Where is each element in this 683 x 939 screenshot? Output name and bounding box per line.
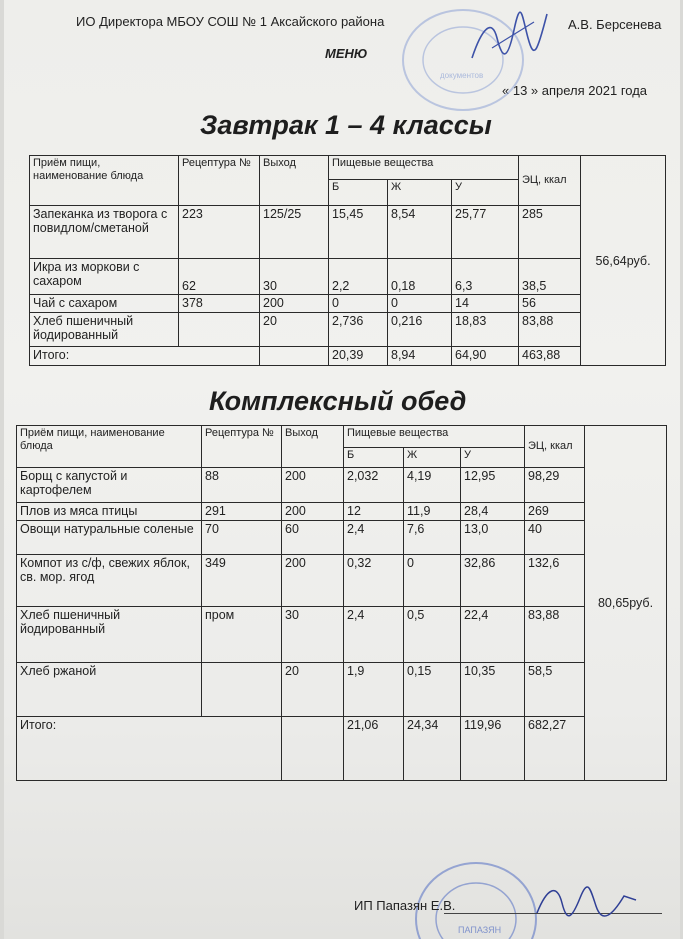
lunch-table bbox=[16, 425, 667, 781]
header-protein: Б bbox=[344, 448, 404, 468]
carbs: 18,83 bbox=[452, 313, 519, 347]
total-kcal: 463,88 bbox=[519, 347, 581, 366]
kcal: 285 bbox=[519, 206, 581, 259]
dish-name: Хлеб ржаной bbox=[17, 663, 202, 717]
recipe-number: 70 bbox=[202, 521, 282, 555]
fat: 4,19 bbox=[404, 468, 461, 503]
carbs: 14 bbox=[452, 295, 519, 313]
dish-name: Овощи натуральные соленые bbox=[17, 521, 202, 555]
breakfast-table bbox=[29, 155, 666, 366]
yield: 30 bbox=[260, 259, 329, 295]
table-row bbox=[17, 503, 667, 521]
header-yield: Выход bbox=[260, 156, 329, 206]
director-name: А.В. Берсенева bbox=[568, 17, 662, 32]
table-row-total bbox=[30, 347, 666, 366]
lunch-title: Комплексный обед bbox=[209, 386, 467, 416]
yield: 20 bbox=[260, 313, 329, 347]
kcal: 269 bbox=[525, 503, 585, 521]
kcal: 83,88 bbox=[519, 313, 581, 347]
fat: 0,5 bbox=[404, 607, 461, 663]
header-kcal: ЭЦ, ккал bbox=[525, 426, 585, 468]
total-fat: 8,94 bbox=[388, 347, 452, 366]
dish-name: Плов из мяса птицы bbox=[17, 503, 202, 521]
header-carbs: У bbox=[452, 180, 519, 206]
dish-name: Икра из моркови с сахаром bbox=[30, 259, 179, 295]
lunch-price: 80,65руб. bbox=[585, 426, 667, 781]
yield: 200 bbox=[260, 295, 329, 313]
kcal: 56 bbox=[519, 295, 581, 313]
lunch-header-row bbox=[17, 426, 667, 448]
recipe-number: 378 bbox=[179, 295, 260, 313]
yield: 125/25 bbox=[260, 206, 329, 259]
header-meal-name: Приём пищи, наименование блюда bbox=[30, 156, 179, 206]
table-row bbox=[30, 206, 666, 259]
table-row-total bbox=[17, 717, 667, 781]
seal-text: ПАПАЗЯН bbox=[458, 925, 502, 935]
dish-name: Запеканка из творога с повидлом/сметаной bbox=[30, 206, 179, 259]
carbs: 32,86 bbox=[461, 555, 525, 607]
fat: 0,15 bbox=[404, 663, 461, 717]
yield: 60 bbox=[282, 521, 344, 555]
fat: 0 bbox=[388, 295, 452, 313]
signer-name: ИП Папазян Е.В. bbox=[354, 898, 456, 913]
dish-name: Хлеб пшеничный йодированный bbox=[17, 607, 202, 663]
table-row bbox=[30, 295, 666, 313]
carbs: 25,77 bbox=[452, 206, 519, 259]
dish-name: Борщ с капустой и картофелем bbox=[17, 468, 202, 503]
recipe-number: пром bbox=[202, 607, 282, 663]
seal-text: документов bbox=[440, 71, 484, 80]
fat: 0,18 bbox=[388, 259, 452, 295]
breakfast-price: 56,64руб. bbox=[581, 156, 666, 366]
recipe-number: 88 bbox=[202, 468, 282, 503]
kcal: 40 bbox=[525, 521, 585, 555]
table-row bbox=[17, 521, 667, 555]
carbs: 22,4 bbox=[461, 607, 525, 663]
yield: 200 bbox=[282, 503, 344, 521]
header-nutrients: Пищевые вещества bbox=[329, 156, 519, 180]
table-row bbox=[30, 259, 666, 295]
protein: 2,4 bbox=[344, 521, 404, 555]
header-nutrients: Пищевые вещества bbox=[344, 426, 525, 448]
protein: 2,2 bbox=[329, 259, 388, 295]
protein: 2,4 bbox=[344, 607, 404, 663]
protein: 15,45 bbox=[329, 206, 388, 259]
carbs: 12,95 bbox=[461, 468, 525, 503]
total-carbs: 119,96 bbox=[461, 717, 525, 781]
signer-signature bbox=[532, 878, 642, 928]
yield: 200 bbox=[282, 468, 344, 503]
fat: 7,6 bbox=[404, 521, 461, 555]
table-row bbox=[17, 555, 667, 607]
recipe-number: 223 bbox=[179, 206, 260, 259]
header-carbs: У bbox=[461, 448, 525, 468]
yield: 30 bbox=[282, 607, 344, 663]
menu-date: « 13 » апреля 2021 года bbox=[502, 83, 648, 98]
header-kcal: ЭЦ, ккал bbox=[519, 156, 581, 206]
recipe-number: 62 bbox=[179, 259, 260, 295]
header-recipe: Рецептура № bbox=[179, 156, 260, 206]
recipe-number: 349 bbox=[202, 555, 282, 607]
total-protein: 20,39 bbox=[329, 347, 388, 366]
carbs: 10,35 bbox=[461, 663, 525, 717]
breakfast-header-row bbox=[30, 156, 666, 180]
fat: 11,9 bbox=[404, 503, 461, 521]
header-meal-name: Приём пищи, наименование блюда bbox=[17, 426, 202, 468]
kcal: 132,6 bbox=[525, 555, 585, 607]
total-fat: 24,34 bbox=[404, 717, 461, 781]
kcal: 58,5 bbox=[525, 663, 585, 717]
kcal: 83,88 bbox=[525, 607, 585, 663]
protein: 0 bbox=[329, 295, 388, 313]
total-protein: 21,06 bbox=[344, 717, 404, 781]
header-fat: Ж bbox=[388, 180, 452, 206]
fat: 0 bbox=[404, 555, 461, 607]
total-label: Итого: bbox=[17, 717, 282, 781]
total-kcal: 682,27 bbox=[525, 717, 585, 781]
carbs: 13,0 bbox=[461, 521, 525, 555]
dish-name: Компот из с/ф, свежих яблок, св. мор. ягод bbox=[17, 555, 202, 607]
menu-heading: МЕНЮ bbox=[325, 46, 368, 61]
kcal: 98,29 bbox=[525, 468, 585, 503]
breakfast-title: Завтрак 1 – 4 классы bbox=[200, 110, 492, 140]
document-page bbox=[4, 0, 680, 939]
table-row bbox=[17, 607, 667, 663]
yield: 200 bbox=[282, 555, 344, 607]
protein: 1,9 bbox=[344, 663, 404, 717]
table-row bbox=[17, 468, 667, 503]
header-protein: Б bbox=[329, 180, 388, 206]
fat: 0,216 bbox=[388, 313, 452, 347]
total-empty bbox=[260, 347, 329, 366]
protein: 2,736 bbox=[329, 313, 388, 347]
yield: 20 bbox=[282, 663, 344, 717]
carbs: 28,4 bbox=[461, 503, 525, 521]
recipe-number: 291 bbox=[202, 503, 282, 521]
director-signature bbox=[462, 8, 552, 68]
carbs: 6,3 bbox=[452, 259, 519, 295]
header-recipe: Рецептура № bbox=[202, 426, 282, 468]
dish-name: Чай с сахаром bbox=[30, 295, 179, 313]
total-carbs: 64,90 bbox=[452, 347, 519, 366]
total-empty bbox=[282, 717, 344, 781]
total-label: Итого: bbox=[30, 347, 260, 366]
director-line: ИО Директора МБОУ СОШ № 1 Аксайского района bbox=[76, 14, 385, 29]
recipe-number bbox=[179, 313, 260, 347]
fat: 8,54 bbox=[388, 206, 452, 259]
header-fat: Ж bbox=[404, 448, 461, 468]
protein: 2,032 bbox=[344, 468, 404, 503]
round-seal-bottom bbox=[408, 855, 538, 939]
recipe-number bbox=[202, 663, 282, 717]
kcal: 38,5 bbox=[519, 259, 581, 295]
table-row bbox=[30, 313, 666, 347]
dish-name: Хлеб пшеничный йодированный bbox=[30, 313, 179, 347]
table-row bbox=[17, 663, 667, 717]
protein: 12 bbox=[344, 503, 404, 521]
protein: 0,32 bbox=[344, 555, 404, 607]
header-yield: Выход bbox=[282, 426, 344, 468]
